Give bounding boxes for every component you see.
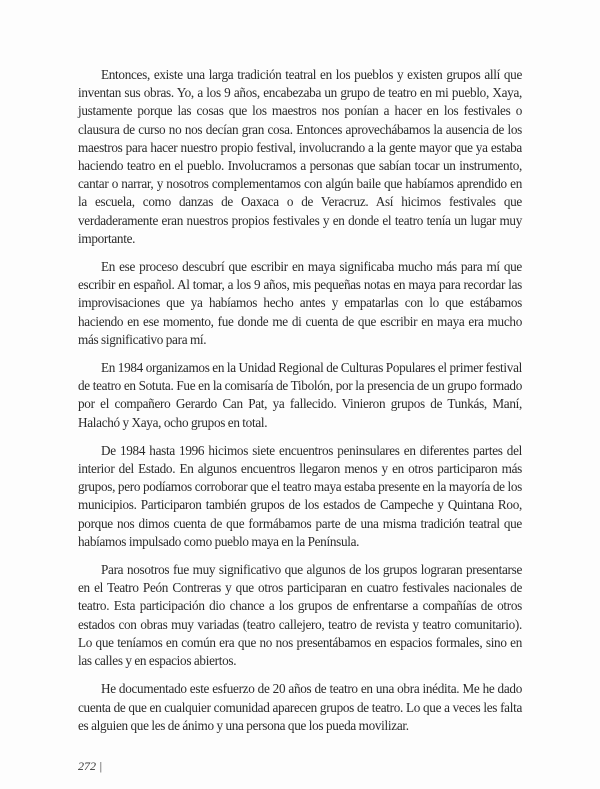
paragraph: He documentado este esfuerzo de 20 años de teatro en una obra inédita. Me he dado cuenta de que en cualquier comunidad aparecen grupos de teatro. Lo que a veces les falta es alguien que les de ánimo y una persona que los pueda movilizar. xyxy=(78,681,522,733)
paragraph: En ese proceso descubrí que escribir en maya significaba mucho más para mí que escribir en español. Al tomar, a los 9 años, mis pequeñas notas en maya para recordar las improvisaciones que ya habíamos hecho antes y empatarlas con lo que estábamos haciendo en ese momento, fue donde me di cuenta de que escribir en maya era mucho más significativo para mí. xyxy=(78,259,522,347)
paragraph: Entonces, existe una larga tradición teatral en los pueblos y existen grupos allí que inventan sus obras. Yo, a los 9 años, encabezaba un grupo de teatro en mi pueblo, Xaya, justamente porque las cosas que los maestros nos ponían a hacer en los festivales o clausura de curso no nos decían gran cosa. Entonces aprovechábamos la ausencia de los maestros para hacer nuestro propio festival, involucrando a la gente mayor que ya estaba haciendo teatro en el pueblo. Involucramos a personas que sabían tocar un instrumento, cantar o narrar, y nosotros complementamos con algún baile que habíamos aprendido en la escuela, como danzas de Oaxaca o de Veracruz. Así hicimos festivales que verdaderamente eran nuestros propios festivales y en donde el teatro tenía un lugar muy importante. xyxy=(78,67,522,246)
page-body xyxy=(78,66,522,745)
page-number: 272 | xyxy=(78,759,103,773)
paragraph: De 1984 hasta 1996 hicimos siete encuentros peninsulares en diferentes partes del interior del Estado. En algunos encuentros llegaron menos y en otros participaron más grupos, pero podíamos corroborar que el teatro maya estaba presente en la mayoría de los municipios. Participaron también grupos de los estados de Campeche y Quintana Roo, porque nos dimos cuenta de que formábamos parte de una misma tradición teatral que habíamos impulsado como pueblo maya en la Península. xyxy=(78,442,522,549)
paragraph: Para nosotros fue muy significativo que algunos de los grupos lograran presentarse en el Teatro Peón Contreras y que otros participaran en cuatro festivales nacionales de teatro. Esta participación dio chance a los grupos de enfrentarse a compañías de otros estados con obras muy variadas (teatro callejero, teatro de revista y teatro comunitario). Lo que teníamos en común era que no nos presentábamos en espacios formales, sino en las calles y en espacios abiertos. xyxy=(78,562,522,669)
paragraph: En 1984 organizamos en la Unidad Regional de Culturas Populares el primer festival de teatro en Sotuta. Fue en la comisaría de Tibolón, por la presencia de un grupo formado por el compañero Gerardo Can Pat, ya fallecido. Vinieron grupos de Tunkás, Maní, Halachó y Xaya, ocho grupos en total. xyxy=(78,360,522,430)
